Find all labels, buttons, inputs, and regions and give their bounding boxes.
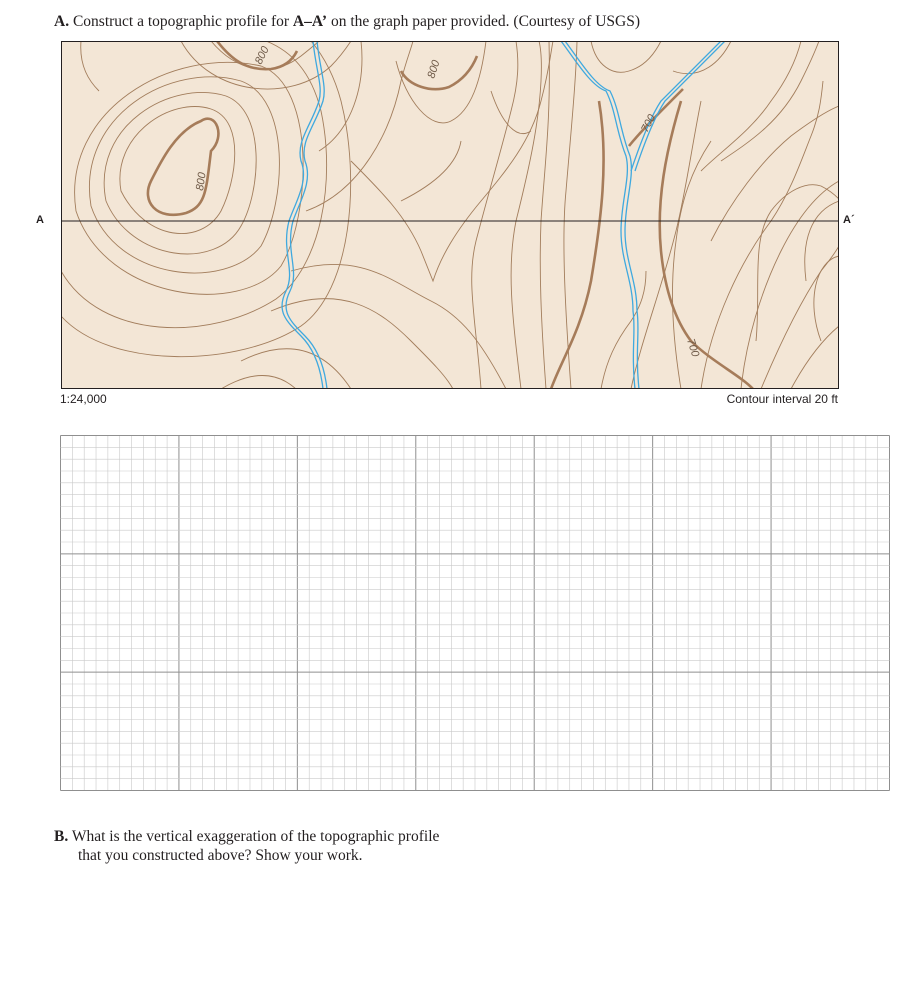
graph-paper-grid [60,435,890,791]
map-scale: 1:24,000 [60,392,107,406]
question-b-line2: that you constructed above? Show your work. [78,847,363,864]
contour-label-valley-lower: 700 [684,337,702,359]
contour-label-top-left: 800 [252,44,272,67]
topographic-map [61,41,839,389]
question-a-text-after: on the graph paper provided. (Courtesy of USGS) [327,13,641,30]
question-a [54,12,640,31]
contour-interval: Contour interval 20 ft [726,392,838,406]
profile-label: A–A’ [292,13,328,30]
question-b-letter: B. [54,828,69,845]
contour-label-top-center: 800 [425,58,443,80]
contour-label-valley-upper: 700 [639,112,659,135]
question-b [54,827,439,865]
graph-paper[interactable] [60,435,890,791]
contour-label-hill: 800 [194,171,209,192]
profile-endpoint-a-prime: A´ [843,214,855,226]
profile-endpoint-a: A [36,214,44,226]
question-a-letter: A. [54,13,70,30]
question-b-line1: What is the vertical exaggeration of the topographic profile [71,828,440,845]
question-a-text-before: Construct a topographic profile for [72,13,293,30]
